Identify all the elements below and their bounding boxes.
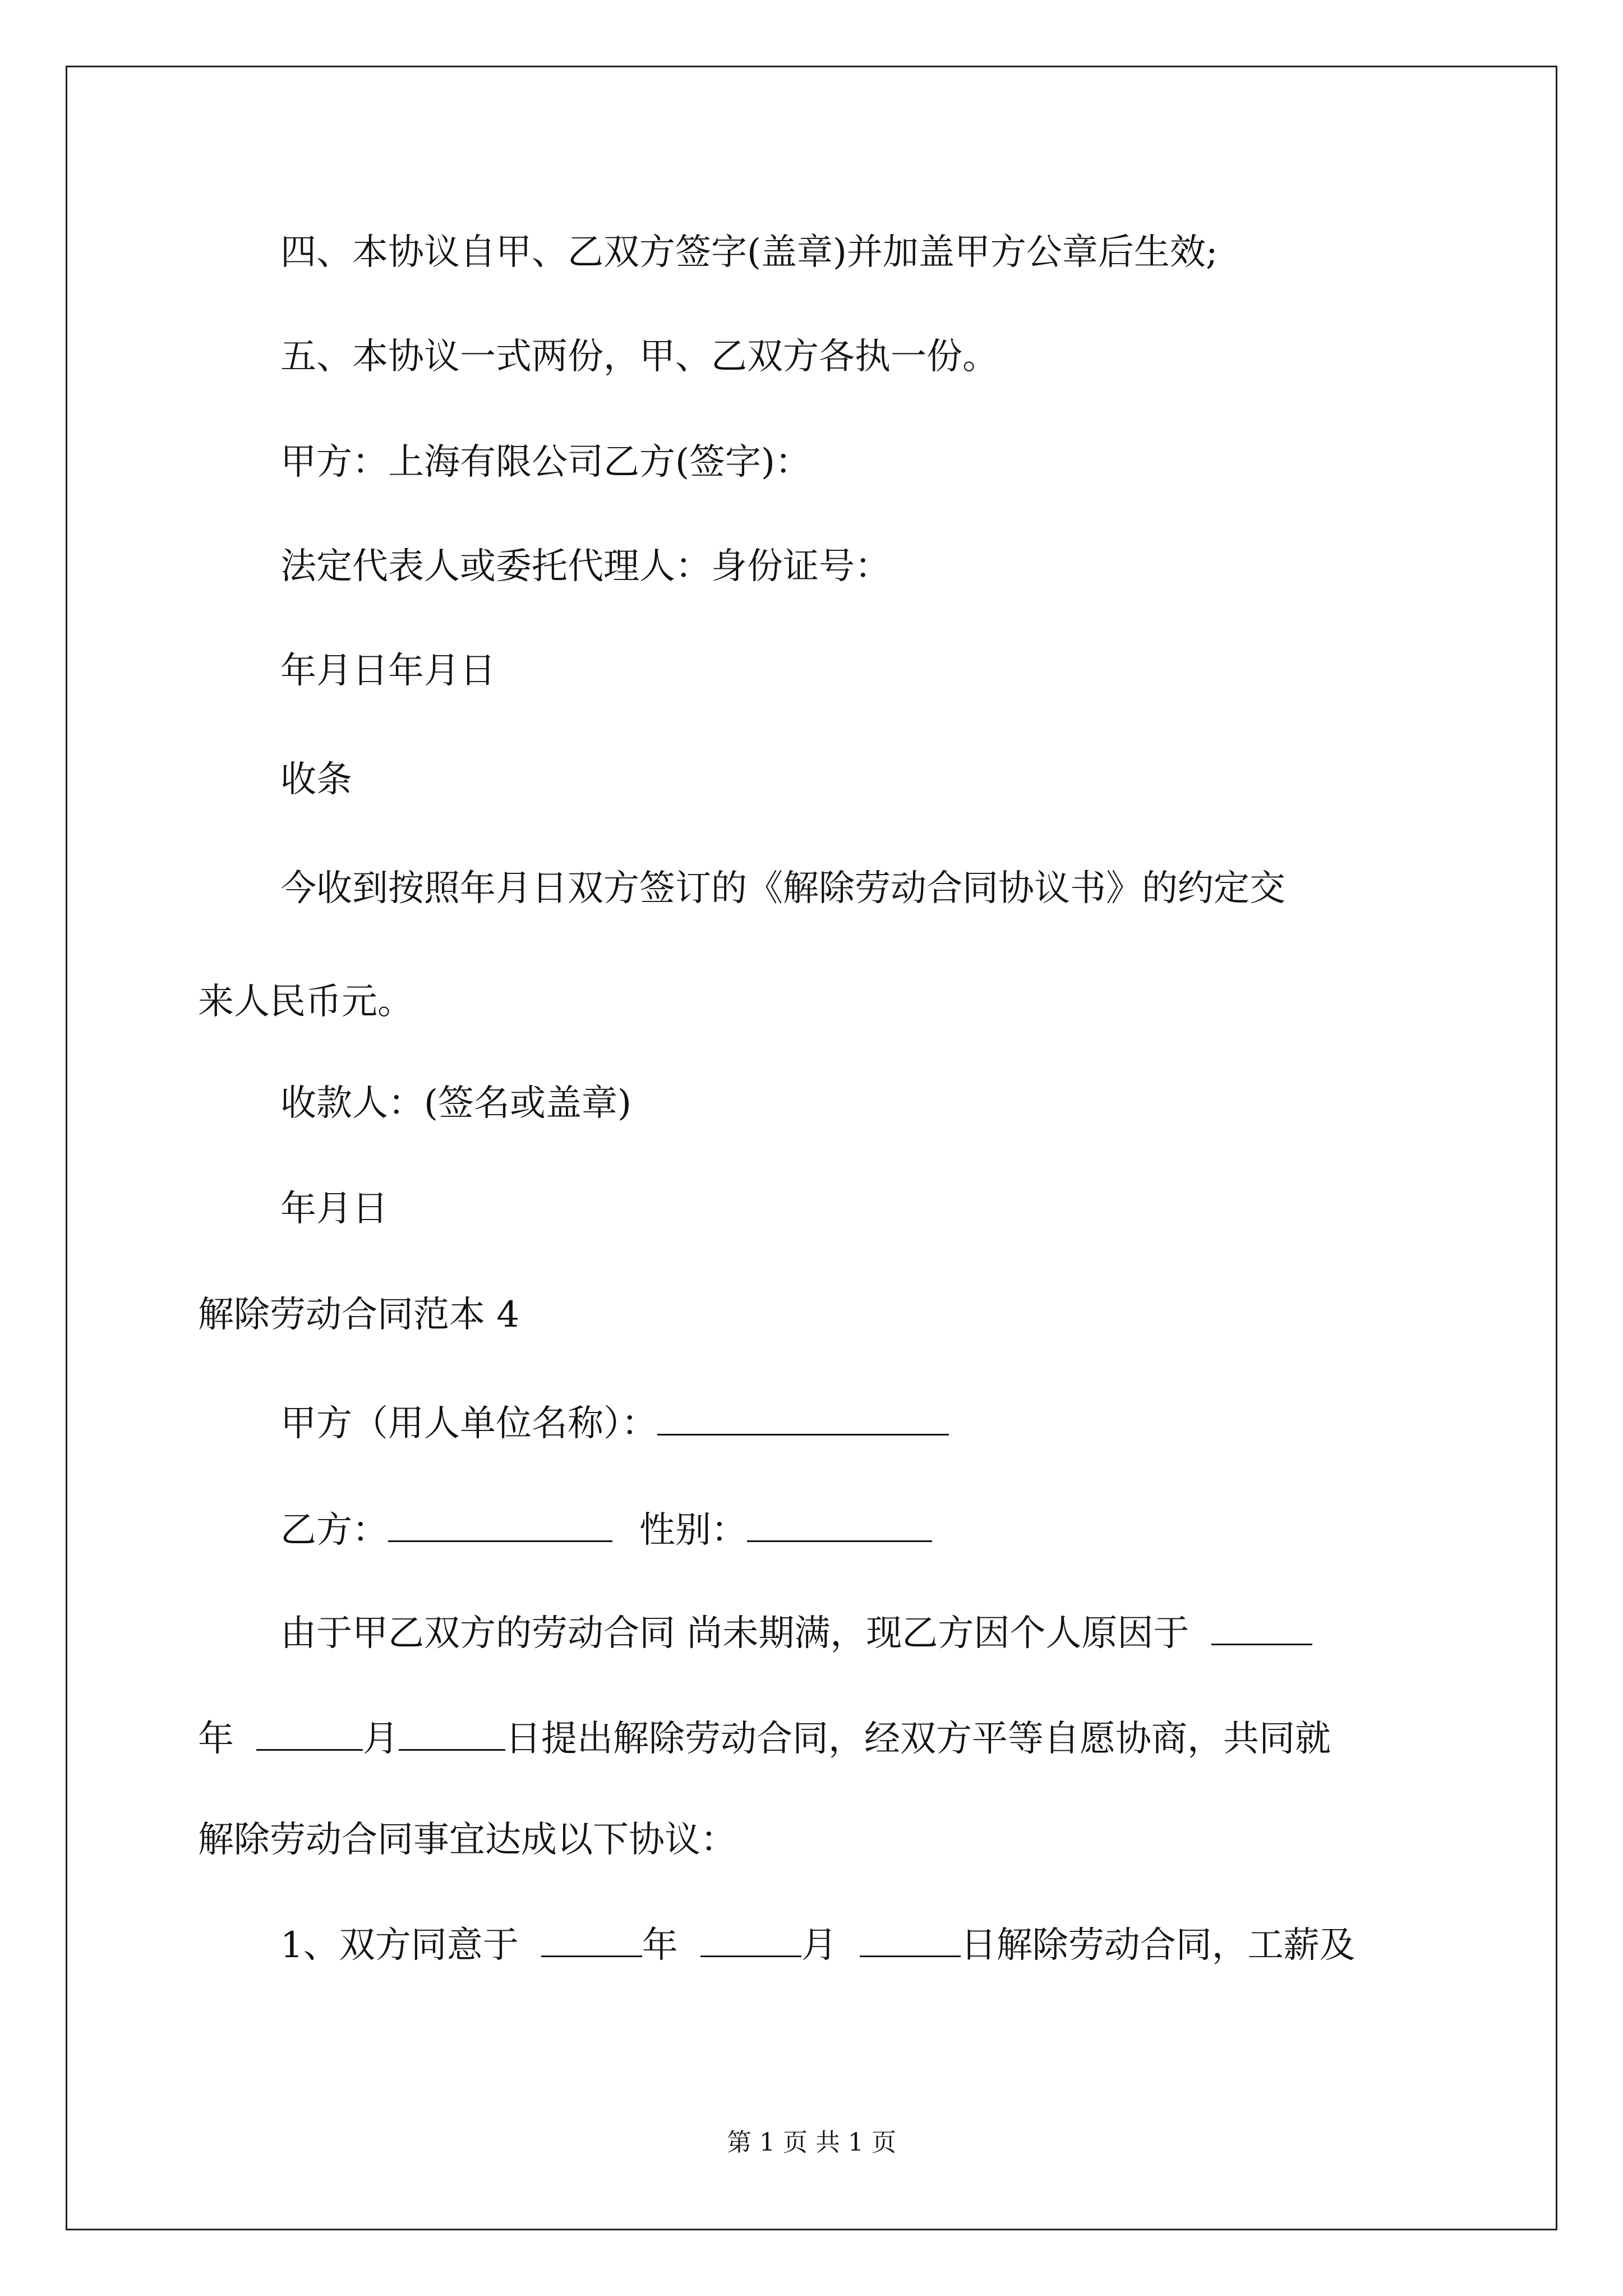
- date-line: 年月日年月日: [280, 650, 496, 692]
- item1-month-label: 月: [801, 1925, 837, 1966]
- page-footer: 第 1 页 共 1 页: [727, 2128, 896, 2157]
- representative-line: 法定代表人或委托代理人：身份证号：: [280, 546, 891, 587]
- receipt-title: 收条: [280, 759, 352, 800]
- party-a-label: 甲方（用人单位名称）：: [280, 1403, 657, 1444]
- para1-text-a: 由于甲乙双方的劳动合同 尚未期满，现乙方因个人原因于: [280, 1613, 1189, 1654]
- item1-day-blank[interactable]: [860, 1924, 961, 1957]
- section-heading: 解除劳动合同范本 4: [198, 1294, 520, 1336]
- party-b-label: 乙方：: [280, 1510, 388, 1551]
- party-a-blank[interactable]: [657, 1402, 949, 1435]
- item1-month-blank[interactable]: [700, 1924, 801, 1957]
- item1-line: [280, 1924, 1355, 1966]
- party-a-line: [280, 1402, 949, 1442]
- receipt-body-line1: 今收到按照年月日双方签订的《解除劳动合同协议书》的约定交: [280, 868, 1285, 909]
- clause-five: 五、本协议一式两份，甲、乙双方各执一份。: [280, 336, 998, 378]
- para1-year-blank[interactable]: [256, 1718, 363, 1751]
- item1-text-a: 1、双方同意于: [280, 1925, 519, 1966]
- party-b-line: [280, 1509, 932, 1551]
- para1-year-label: 年: [198, 1718, 234, 1760]
- item1-year-blank[interactable]: [541, 1924, 642, 1957]
- para1-month-label: 月: [363, 1718, 399, 1760]
- item1-year-label: 年: [642, 1925, 678, 1966]
- page-border: [66, 66, 1557, 2230]
- para1-text-b: 日提出解除劳动合同，经双方平等自愿协商，共同就: [505, 1718, 1331, 1760]
- gender-label: 性别：: [639, 1510, 747, 1551]
- item1-text-b: 日解除劳动合同，工薪及: [960, 1925, 1355, 1966]
- receipt-body-line2: 来人民币元。: [198, 981, 413, 1023]
- para1-line2: [198, 1718, 1331, 1760]
- payee-signature: 收款人：(签名或盖章): [280, 1083, 631, 1124]
- clause-four: 四、本协议自甲、乙双方签字(盖章)并加盖甲方公章后生效;: [280, 232, 1218, 273]
- party-signatures: 甲方：上海有限公司乙方(签字)：: [280, 441, 811, 483]
- para1-line3: 解除劳动合同事宜达成以下协议：: [198, 1819, 736, 1861]
- para1-line1: [280, 1612, 1312, 1654]
- para1-blank-1[interactable]: [1211, 1612, 1312, 1645]
- payee-date: 年月日: [280, 1188, 388, 1230]
- party-b-blank[interactable]: [388, 1509, 612, 1542]
- para1-month-blank[interactable]: [399, 1718, 505, 1751]
- gender-blank[interactable]: [747, 1509, 932, 1542]
